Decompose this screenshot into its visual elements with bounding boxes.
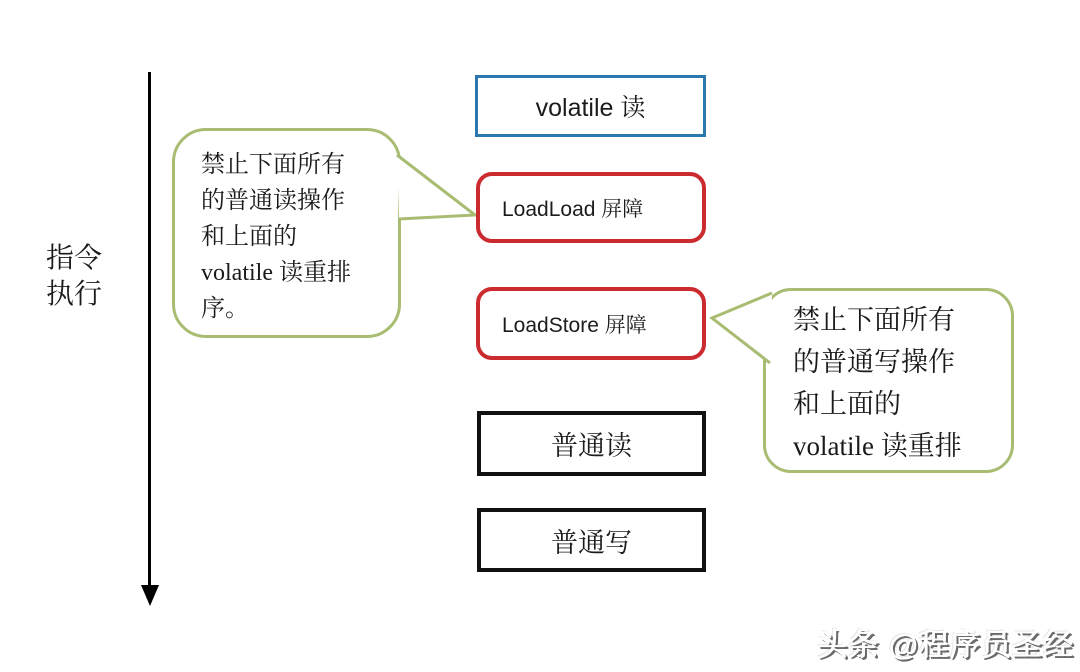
execution-label-line1: 指令 (45, 243, 102, 274)
callout-right-tail (703, 283, 783, 375)
watermark-text: 头条 @程序员圣经 (817, 629, 1074, 662)
callout-left-line: 的普通读操作 (201, 188, 345, 214)
callout-right-line: 的普通写操作 (793, 347, 955, 377)
watermark (674, 620, 1074, 664)
box-normal-read-label: 普通读 (551, 431, 632, 461)
callout-right-line: 和上面的 (793, 389, 901, 419)
box-loadload-barrier (476, 172, 706, 243)
callout-left (172, 128, 401, 338)
box-loadload-barrier-label: LoadLoad 屏障 (502, 197, 644, 221)
callout-right (763, 288, 1014, 473)
box-volatile-read (475, 75, 706, 137)
box-loadstore-barrier (476, 287, 706, 360)
box-loadstore-barrier-label: LoadStore 屏障 (502, 313, 647, 337)
callout-left-line: volatile 读重排 (201, 260, 351, 286)
callout-right-line: 禁止下面所有 (793, 305, 955, 335)
execution-arrow-line (148, 72, 151, 588)
execution-label-line2: 执行 (45, 279, 102, 310)
callout-right-line: volatile 读重排 (793, 431, 962, 461)
box-normal-read (477, 411, 706, 476)
box-normal-write-label: 普通写 (551, 527, 632, 558)
execution-order-label (36, 241, 112, 313)
box-normal-write (477, 508, 706, 572)
execution-arrow-down-icon (141, 585, 159, 606)
callout-left-line: 序。 (201, 296, 249, 322)
box-volatile-read-label: volatile 读 (535, 94, 646, 122)
callout-left-tail (385, 133, 480, 229)
callout-left-line: 和上面的 (201, 224, 297, 250)
callout-left-line: 禁止下面所有 (201, 152, 345, 178)
